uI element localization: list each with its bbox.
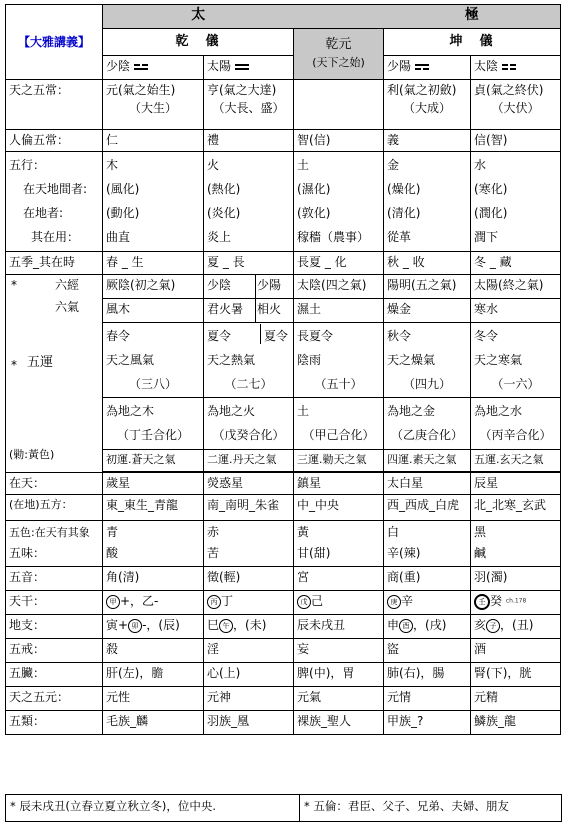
cell-text: ，(未) [233, 618, 267, 632]
cell-zhen [471, 80, 561, 130]
cell-text: 陰雨 [297, 353, 322, 367]
taiyang-label: 太陽 [207, 59, 232, 73]
cell-text: （三八） [128, 377, 177, 391]
cell-shaoyang-jing: 少陽 [256, 275, 294, 299]
cell-text: 癸 [490, 594, 503, 608]
cell-wuxing-wood [103, 152, 204, 252]
taiyin-trigram-icon [502, 63, 516, 71]
cell-si-wu [204, 615, 294, 639]
header-gap [294, 5, 384, 29]
cell-sha: 殺 [103, 639, 204, 663]
jia-circle-icon: 甲 [106, 595, 120, 609]
cell-text: 甘(甜) [297, 546, 331, 560]
cell-text: 夏令 [207, 329, 232, 343]
cell-lii: 禮 [204, 130, 294, 152]
cell-lung: 肺(右)，腸 [384, 663, 471, 687]
row-label-zaitian: 在天： [6, 473, 103, 495]
cell-text: 火 [207, 158, 220, 172]
cell-text: ，(丑) [500, 618, 534, 632]
cell-text: 冬令 [474, 329, 499, 343]
cell-shen-you [384, 615, 471, 639]
cell-zhi: 智(信) [294, 130, 384, 152]
cell-wang: 妄 [294, 639, 384, 663]
cell-earth-metal [384, 398, 471, 450]
cell-text: 巳 [207, 618, 220, 632]
mao-circle-icon: 卯 [128, 619, 142, 633]
cell-shitu: 濕土 [294, 299, 384, 323]
asterisk-mark: * [11, 278, 17, 292]
cell-text: 秋令 [387, 329, 412, 343]
cell-yuanshen: 元神 [204, 687, 294, 711]
zi-circle-icon: 子 [486, 619, 500, 633]
cell-text: 曲直 [106, 230, 131, 244]
cell-text: 黃 [297, 525, 310, 539]
row-label-wuxing [6, 152, 103, 252]
cell-wuxing-water [471, 152, 561, 252]
cell-earth-fire [204, 398, 294, 450]
cell-jiazu: 甲族_? [384, 711, 471, 735]
cell-text: 寅+ [106, 618, 129, 632]
wuse-label: 五色:在天有其象 [9, 526, 90, 539]
cell-geng-xin [384, 591, 471, 615]
cell-text: 土 [297, 158, 310, 172]
cell-heng [204, 80, 294, 130]
cell-text: （甲己合化） [302, 428, 375, 442]
cell-wu-ji [294, 591, 384, 615]
cell-yuanxing: 元性 [103, 687, 204, 711]
shaoyang-label: 少陽 [387, 59, 412, 73]
cell-text: 炎上 [207, 230, 232, 244]
cell-text: (熱化) [207, 182, 241, 196]
cell-text: 赤 [207, 525, 220, 539]
cell-kidney: 腎(下)，胱 [471, 663, 561, 687]
cell-junhuo: 君火暑 [204, 299, 256, 323]
cell-liver: 肝(左)，膽 [103, 663, 204, 687]
cell-south: 南_南明_朱雀 [204, 495, 294, 521]
row-label-wuyin: 五音： [6, 567, 103, 591]
footer-note-left: * 辰未戌丑(立春立夏立秋立冬)，位中央. [6, 795, 300, 821]
header-ji: 極 [384, 5, 561, 29]
cell-text: (燥化) [387, 182, 421, 196]
cell-chen-wei: 辰未戌丑 [294, 615, 384, 639]
cell-text: (風化) [106, 182, 140, 196]
row-label-renlun: 人倫五常： [6, 130, 103, 152]
cell-spring: 春 _ 生 [103, 252, 204, 275]
wuxing-sub-label: 其在用： [31, 230, 80, 244]
cell-yuzu: 羽族_凰 [204, 711, 294, 735]
cell-text: 亥 [474, 618, 487, 632]
cell-earth-earth [294, 398, 384, 450]
cell-gong: 宮 [294, 567, 384, 591]
taiyin-label: 太陰 [474, 59, 499, 73]
cell-yangming-jing: 陽明(五之氣) [384, 275, 471, 299]
cell-north: 北_北寒_玄武 [471, 495, 561, 521]
cell-text: 利(氣之初斂) [387, 83, 457, 97]
cell-qianyuan-empty [294, 80, 384, 130]
cell-yin-mao [103, 615, 204, 639]
cell-text: (炎化) [207, 206, 241, 220]
cell-ren-gui [471, 591, 561, 615]
row-label-dizhi: 地支： [6, 615, 103, 639]
cell-linzu: 鱗族_龍 [471, 711, 561, 735]
cell-taibai: 太白星 [384, 473, 471, 495]
footer-notes [5, 794, 562, 822]
cell-text: 天之寒氣 [474, 353, 523, 367]
cell-text: 金 [387, 158, 400, 172]
cell-jue: 角(清) [103, 567, 204, 591]
cell-text: 潤下 [474, 230, 499, 244]
shaoyin-trigram-icon [134, 63, 148, 71]
cell-text: (潤化) [474, 206, 508, 220]
cell-text: (寒化) [474, 182, 508, 196]
cell-chenxing: 辰星 [471, 473, 561, 495]
header-qian-yi: 乾 儀 [103, 29, 294, 56]
cell-east: 東_東生_青龍 [103, 495, 204, 521]
cell-yuanqing: 元情 [384, 687, 471, 711]
cell-spring-ling [103, 323, 204, 398]
cell-autumn: 秋 _ 收 [384, 252, 471, 275]
cell-red [204, 521, 294, 567]
cell-text: 夏令 [260, 324, 288, 344]
cell-yun-2: 二運.丹天之氣 [204, 450, 294, 472]
cell-yuan [103, 80, 204, 130]
cell-text: 苦 [207, 546, 220, 560]
cell-maozu: 毛族_麟 [103, 711, 204, 735]
cell-text: 長夏令 [297, 329, 334, 343]
cell-hanshui: 寒水 [471, 299, 561, 323]
row-label-wuse [6, 521, 103, 567]
cell-yun-1: 初運.蒼天之氣 [103, 450, 204, 472]
cell-suixing: 歲星 [103, 473, 204, 495]
cell-autumn-ling [384, 323, 471, 398]
cell-dao: 盜 [384, 639, 471, 663]
cell-taiyang-jing: 太陽(終之氣) [471, 275, 561, 299]
row-label-tianzhi-wuchang: 天之五常： [6, 80, 103, 130]
cell-text: 己 [311, 594, 324, 608]
cell-text: 為地之金 [387, 404, 436, 418]
cell-yinghuo: 熒惑星 [204, 473, 294, 495]
shaoyang-trigram-icon [415, 63, 429, 71]
cell-ren: 仁 [103, 130, 204, 152]
cell-winter-ling [471, 323, 561, 398]
cell-text: （五十） [314, 377, 363, 391]
cell-yuanqi: 元氣 [294, 687, 384, 711]
cell-wuxing-fire [204, 152, 294, 252]
wuxing-sub-label: 在地者: [23, 206, 64, 220]
cell-jia-yi [103, 591, 204, 615]
cell-yun-3: 三運.勦天之氣 [294, 450, 384, 472]
cell-text: （乙庚合化） [391, 428, 464, 442]
row-label-wujie: 五戒： [6, 639, 103, 663]
cell-white [384, 521, 471, 567]
footer-note-right: * 五倫：君臣、父子、兄弟、夫婦、朋友 [304, 799, 509, 813]
cell-yun-4: 四運.素天之氣 [384, 450, 471, 472]
cell-text: (清化) [387, 206, 421, 220]
cell-long-summer: 長夏 _ 化 [294, 252, 384, 275]
cell-yi: 義 [384, 130, 471, 152]
you-circle-icon: 酉 [399, 619, 413, 633]
cell-text: （大伏） [491, 101, 540, 115]
cell-winter: 冬 _ 藏 [471, 252, 561, 275]
cell-text: 黑 [474, 525, 487, 539]
qianyuan-cell [294, 29, 384, 80]
wuxing-label: 五行： [9, 158, 46, 172]
cell-text: 白 [387, 525, 400, 539]
header-tai: 太 [103, 5, 294, 29]
liujing-label: 六經 [55, 278, 80, 292]
cell-xianghuo: 相火 [256, 299, 294, 323]
cell-text: 天之熱氣 [207, 353, 256, 367]
cell-earth-water [471, 398, 561, 450]
cell-text: 元(氣之始生) [106, 83, 176, 97]
correspondence-table [5, 4, 561, 735]
cell-text: +，乙- [120, 594, 159, 608]
cell-zaojin: 燥金 [384, 299, 471, 323]
cell-text: 天之風氣 [106, 353, 155, 367]
cell-text: -，(辰) [142, 618, 180, 632]
cell-text: （戊癸合化） [212, 428, 285, 442]
cell-text: （大成） [403, 101, 452, 115]
wu-horse-circle-icon: 午 [219, 619, 233, 633]
geng-circle-icon: 庚 [387, 595, 401, 609]
cell-text: 春令 [106, 329, 131, 343]
cell-text: （大長、盛） [212, 101, 285, 115]
cell-text: （二七） [224, 377, 273, 391]
header-taiyin [471, 56, 561, 80]
cell-taiyin-jing: 太陰(四之氣) [294, 275, 384, 299]
cell-text: 天之燥氣 [387, 353, 436, 367]
cell-black [471, 521, 561, 567]
row-label-wuyuan: 天之五元： [6, 687, 103, 711]
chapter-note: ch.178 [505, 597, 527, 605]
row-label-tiangan: 天干： [6, 591, 103, 615]
cell-text: 鹹 [474, 546, 487, 560]
cell-text: 土 [297, 404, 310, 418]
row-label-wulei: 五類： [6, 711, 103, 735]
cell-long-summer-ling [294, 323, 384, 398]
cell-yun-5: 五運.玄天之氣 [471, 450, 561, 472]
row-label-wuzang: 五臟： [6, 663, 103, 687]
cell-text: 木 [106, 158, 119, 172]
cell-text: 貞(氣之終伏) [474, 83, 544, 97]
qianyuan-title: 乾元 [325, 37, 352, 52]
header-shaoyin [103, 56, 204, 80]
cell-li [384, 80, 471, 130]
cell-center: 中_中央 [294, 495, 384, 521]
bing-circle-icon: 丙 [207, 595, 221, 609]
cell-text: 酸 [106, 546, 119, 560]
header-shaoyang [384, 56, 471, 80]
cell-text: 稼穡（農事） [297, 230, 370, 244]
cell-bing-ding [204, 591, 294, 615]
wuwei-label: 五味： [9, 546, 46, 560]
cell-text: 為地之火 [207, 404, 256, 418]
cell-text: 青 [106, 525, 119, 539]
qianyuan-sub: (天下之始) [312, 56, 365, 69]
cell-green [103, 521, 204, 567]
cell-text: 辛 [401, 594, 414, 608]
cell-luozu: 裸族_聖人 [294, 711, 384, 735]
cell-text: 為地之水 [474, 404, 523, 418]
cell-xin: 信(智) [471, 130, 561, 152]
header-taiyang [204, 56, 294, 80]
cell-yin-lust: 淫 [204, 639, 294, 663]
cell-text: 亨(氣之大達) [207, 83, 277, 97]
cell-text: （一六） [491, 377, 540, 391]
cell-text: 申 [387, 618, 400, 632]
cell-fengmu: 風木 [103, 299, 204, 323]
row-label-liujing: * 六經 六氣 * 五運 (勦:黃色) [6, 275, 103, 473]
cell-summer: 夏 _ 長 [204, 252, 294, 275]
cell-text: 辛(辣) [387, 546, 421, 560]
ren-circle-icon: 壬 [474, 594, 490, 610]
cell-summer-ling [204, 323, 294, 398]
cell-hai-zi [471, 615, 561, 639]
cell-text: 從革 [387, 230, 412, 244]
lecture-link[interactable]: 【大雅講義】 [6, 5, 103, 80]
cell-shaoyin-jing: 少陰 [204, 275, 256, 299]
cell-text: 丁 [221, 594, 234, 608]
cell-zhenxing: 鎮星 [294, 473, 384, 495]
wuyun-label: 五運 [27, 355, 54, 370]
cell-yellow [294, 521, 384, 567]
cell-yu: 羽(濁) [471, 567, 561, 591]
cell-text: 水 [474, 158, 487, 172]
liuqi-label: 六氣 [55, 300, 80, 314]
cell-text: (動化) [106, 206, 140, 220]
cell-wuxing-metal [384, 152, 471, 252]
cell-text: （四九） [403, 377, 452, 391]
cell-text: 為地之木 [106, 404, 155, 418]
cell-shang: 商(重) [384, 567, 471, 591]
cell-text: （丙辛合化） [479, 428, 552, 442]
cell-text: (濕化) [297, 182, 331, 196]
huangse-label: (勦:黃色) [9, 448, 55, 461]
cell-text: （大生） [128, 101, 177, 115]
cell-west: 西_西成_白虎 [384, 495, 471, 521]
wu-circle-icon: 戊 [297, 595, 311, 609]
cell-spleen: 脾(中)，胃 [294, 663, 384, 687]
row-label-wuji: 五季_其在時 [6, 252, 103, 275]
header-kun-yi: 坤 儀 [384, 29, 561, 56]
cell-jueyin: 厥陰(初之氣) [103, 275, 204, 299]
cell-zhi-yin: 徵(輕) [204, 567, 294, 591]
cell-heart: 心(上) [204, 663, 294, 687]
cell-text: （丁壬合化） [116, 428, 189, 442]
row-label-wufang: (在地)五方： [6, 495, 103, 521]
cell-jiu: 酒 [471, 639, 561, 663]
cell-text: (敦化) [297, 206, 331, 220]
cell-yuanjing: 元精 [471, 687, 561, 711]
cell-wuxing-earth [294, 152, 384, 252]
cell-earth-wood [103, 398, 204, 450]
shaoyin-label: 少陰 [106, 59, 131, 73]
wuxing-sub-label: 在天地間者: [23, 182, 88, 196]
cell-text: ，(戌) [413, 618, 447, 632]
taiyang-trigram-icon [235, 63, 249, 71]
